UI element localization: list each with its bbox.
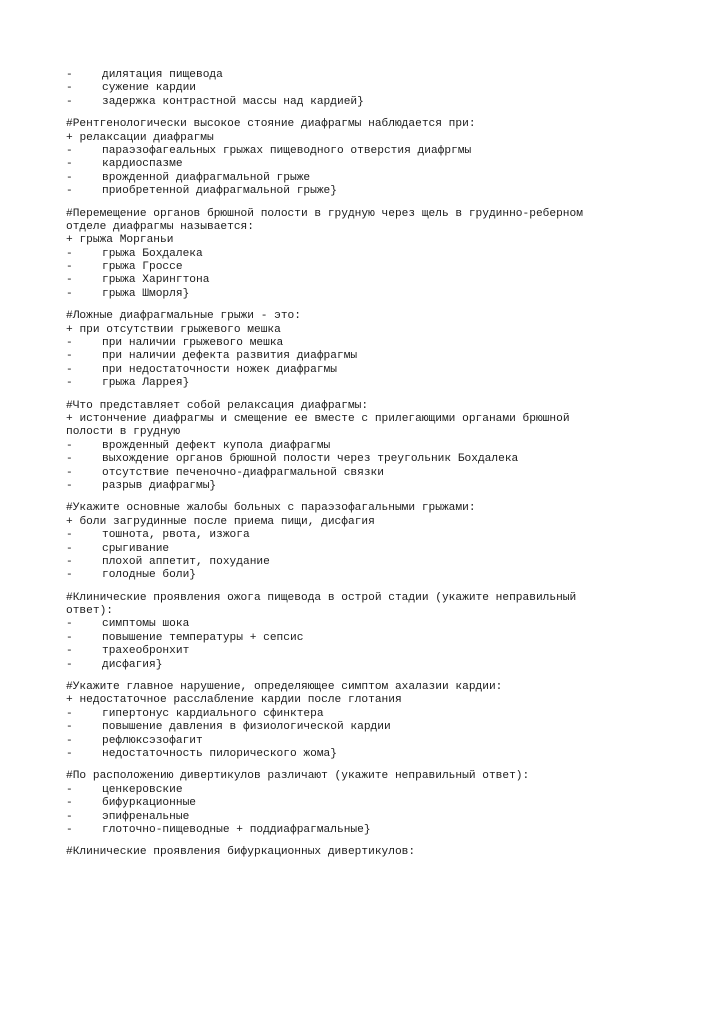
answer-text: сужение кардии [102, 82, 196, 95]
question-block [66, 118, 666, 198]
answer-text: повышение температуры + сепсис [102, 631, 304, 644]
answer-option [66, 556, 666, 569]
question-text: #Что представляет собой релаксация диафрагмы: [66, 399, 369, 412]
question-block [66, 208, 666, 302]
answer-option [66, 377, 666, 390]
question-text: #Перемещение органов брюшной полости в грудную через щель в грудинно-реберном [66, 207, 583, 220]
answer-text: при отсутствии грыжевого мешка [79, 323, 281, 336]
answer-text: задержка контрастной массы над кардией} [102, 95, 364, 108]
answer-option [66, 467, 666, 480]
correct-answer [66, 234, 666, 247]
question-block [66, 592, 666, 672]
answer-mark: - [66, 453, 73, 466]
correct-answer [66, 324, 666, 337]
answer-mark: - [66, 645, 73, 658]
answer-option [66, 721, 666, 734]
answer-text: истончение диафрагмы и смещение ее вместе с прилегающими органами брюшной [79, 412, 570, 425]
answer-mark: + [66, 412, 73, 425]
answer-text: приобретенной диафрагмальной грыже} [102, 185, 337, 198]
answer-text: недостаточное расслабление кардии после глотания [79, 694, 402, 707]
answer-text: симптомы шока [102, 618, 190, 631]
answer-text: при наличии грыжевого мешка [102, 337, 284, 350]
answer-mark: - [66, 555, 73, 568]
answer-option [66, 735, 666, 748]
answer-text: параэзофагеальных грыжах пищеводного отверстия диафргмы [102, 144, 472, 157]
answer-option [66, 364, 666, 377]
answer-mark: - [66, 82, 73, 95]
question-block [66, 502, 666, 582]
answer-mark: - [66, 618, 73, 631]
answer-mark: - [66, 377, 73, 390]
answer-text: релаксации диафрагмы [79, 131, 214, 144]
question-text: #Укажите основные жалобы больных с параэзофагальными грыжами: [66, 502, 476, 515]
answer-mark: - [66, 529, 73, 542]
answer-mark: - [66, 631, 73, 644]
answer-option [66, 145, 666, 158]
answer-mark: - [66, 287, 73, 300]
answer-option [66, 185, 666, 198]
answer-text: дилятация пищевода [102, 69, 223, 81]
answer-text: выхождение органов брюшной полости через треугольник Бохдалека [102, 453, 519, 466]
answer-text: врожденный дефект купола диафрагмы [102, 439, 331, 452]
answer-option [66, 645, 666, 658]
answer-mark: - [66, 439, 73, 452]
question-text: #Клинические проявления бифуркационных дивертикулов: [66, 846, 416, 859]
answer-text: разрыв диафрагмы} [102, 479, 217, 492]
answer-mark: + [66, 131, 73, 144]
answer-option [66, 172, 666, 185]
question-text: #Рентгенологически высокое стояние диафрагмы наблюдается при: [66, 118, 476, 131]
answer-text: ценкеровские [102, 783, 183, 796]
answer-text: кардиоспазме [102, 158, 183, 171]
answer-mark: - [66, 479, 73, 492]
answer-mark: + [66, 515, 73, 528]
answer-mark: - [66, 363, 73, 376]
answer-mark: - [66, 144, 73, 157]
answer-option [66, 632, 666, 645]
question-text: отделе диафрагмы называется: [66, 220, 254, 233]
answer-text: грыжа Ларрея} [102, 377, 190, 390]
answer-option [66, 811, 666, 824]
answer-text: грыжа Гроссе [102, 261, 183, 274]
answer-mark: - [66, 734, 73, 747]
question-block [66, 770, 666, 837]
answer-text: эпифренальные [102, 810, 190, 823]
question-block [66, 400, 666, 494]
answer-mark: - [66, 337, 73, 350]
answer-option [66, 708, 666, 721]
answer-mark: - [66, 95, 73, 108]
answer-option [66, 261, 666, 274]
answer-option [66, 158, 666, 171]
answer-option [66, 748, 666, 761]
answer-option [66, 69, 666, 82]
answer-option [66, 248, 666, 261]
correct-answer [66, 132, 666, 145]
question-block [66, 310, 666, 390]
answer-mark: - [66, 747, 73, 760]
correct-answer [66, 694, 666, 707]
answer-option [66, 480, 666, 493]
question-text: #Укажите главное нарушение, определяющее симптом ахалазии кардии: [66, 681, 503, 694]
answer-text: глоточно-пищеводные + поддиафрагмальные} [102, 823, 371, 836]
answer-option [66, 529, 666, 542]
answer-text: гипертонус кардиального сфинктера [102, 707, 324, 720]
answer-mark: - [66, 247, 73, 260]
answer-mark: - [66, 350, 73, 363]
answer-mark: - [66, 658, 73, 671]
question-block [66, 846, 666, 859]
answer-text: плохой аппетит, похудание [102, 555, 270, 568]
answer-text: рефлюксэзофагит [102, 734, 203, 747]
answer-mark: + [66, 323, 73, 336]
answer-mark: - [66, 569, 73, 582]
question-text: #Клинические проявления ожога пищевода в острой стадии (укажите неправильный [66, 591, 577, 604]
answer-text: недостаточность пилорического жома} [102, 747, 337, 760]
answer-text: повышение давления в физиологической кардии [102, 721, 391, 734]
answer-option [66, 659, 666, 672]
correct-answer [66, 516, 666, 529]
answer-text: грыжа Харингтона [102, 274, 210, 287]
answer-option [66, 784, 666, 797]
answer-mark: - [66, 721, 73, 734]
answer-text: врожденной диафрагмальной грыже [102, 171, 311, 184]
answer-mark: - [66, 810, 73, 823]
answer-mark: - [66, 797, 73, 810]
answer-text: отсутствие печеночно-диафрагмальной связки [102, 466, 384, 479]
answer-option [66, 96, 666, 109]
answer-mark: + [66, 694, 73, 707]
question-block [66, 69, 666, 109]
answer-text: бифуркационные [102, 797, 196, 810]
answer-option [66, 440, 666, 453]
answer-mark: - [66, 783, 73, 796]
answer-option [66, 274, 666, 287]
answer-option [66, 543, 666, 556]
answer-option [66, 618, 666, 631]
answer-text: при недостаточности ножек диафрагмы [102, 363, 337, 376]
answer-mark: - [66, 707, 73, 720]
answer-text: тошнота, рвота, изжога [102, 529, 250, 542]
question-text: #По расположению дивертикулов различают (укажите неправильный ответ): [66, 770, 530, 783]
question-block [66, 681, 666, 761]
answer-option [66, 824, 666, 837]
answer-text: боли загрудинные после приема пищи, дисфагия [79, 515, 375, 528]
answer-mark: - [66, 158, 73, 171]
answer-continuation [66, 426, 666, 439]
answer-mark: - [66, 185, 73, 198]
answer-option [66, 288, 666, 301]
question-text: #Ложные диафрагмальные грыжи - это: [66, 310, 301, 323]
answer-mark: - [66, 69, 73, 81]
answer-mark: - [66, 542, 73, 555]
answer-option [66, 82, 666, 95]
correct-answer [66, 413, 666, 426]
answer-mark: - [66, 171, 73, 184]
answer-option [66, 453, 666, 466]
answer-option [66, 350, 666, 363]
answer-mark: + [66, 234, 73, 247]
answer-text: полости в грудную [66, 426, 181, 439]
question-text: ответ): [66, 605, 113, 618]
answer-text: трахеобронхит [102, 645, 190, 658]
answer-text: дисфагия} [102, 658, 163, 671]
answer-text: при наличии дефекта развития диафрагмы [102, 350, 358, 363]
answer-text: голодные боли} [102, 569, 196, 582]
answer-mark: - [66, 466, 73, 479]
answer-text: срыгивание [102, 542, 170, 555]
answer-text: грыжа Бохдалека [102, 247, 203, 260]
answer-mark: - [66, 261, 73, 274]
answer-mark: - [66, 274, 73, 287]
answer-option [66, 569, 666, 582]
answer-option [66, 797, 666, 810]
answer-text: грыжа Морганьи [79, 234, 174, 247]
answer-option [66, 337, 666, 350]
answer-text: грыжа Шморля} [102, 287, 190, 300]
document-page [66, 69, 666, 869]
answer-mark: - [66, 823, 73, 836]
